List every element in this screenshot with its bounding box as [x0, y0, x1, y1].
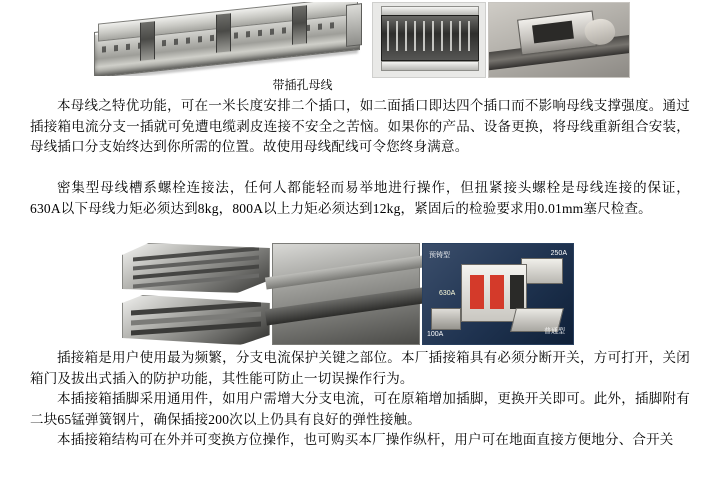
busbar-end-cap — [346, 3, 362, 47]
busbar-section-photo — [372, 2, 486, 78]
busbar-run-upper — [265, 255, 431, 290]
figure-row-middle — [122, 243, 572, 343]
busbar-joint-band — [216, 13, 231, 53]
figure-row-top — [0, 0, 719, 78]
label-general-type: 普通型 — [544, 328, 565, 335]
busbar-stack-lines — [131, 301, 261, 315]
paragraph-3: 插接箱是用户使用最为频繁，分支电流保护关键之部位。本厂插接箱具有必须分断开关，方可打开，关闭箱门及拔出式插入的防护功能，其性能可防止一切误操作行为。 — [30, 350, 690, 386]
montage-busbar-stack-lower — [122, 295, 270, 345]
label-630a: 630A — [439, 290, 456, 297]
montage-plugin-box-panel — [422, 243, 574, 345]
body-text-block-2 — [30, 178, 690, 219]
busbar-joint-band — [292, 5, 307, 45]
busbar-run-lower — [265, 287, 432, 326]
busbar-joint-band — [140, 21, 155, 61]
paragraph-1: 本母线之特优功能，可在一米长度安排二个插口，如二面插口即达四个插口而不影响母线支撑强度。通过插接箱电流分支一插就可免遭电缆剥皮连接不安全之苦恼。如果你的产品、设备更换，将母线重新组合安装，母线插口分支始终达到你所需的位置。故使用母线配线可令您终身满意。 — [30, 98, 690, 154]
plugin-box-switches — [470, 275, 484, 309]
paragraph-4: 本插接箱插脚采用通用件，如用户需增大分支电流，可在原箱增加插脚，更换开关即可。此外，插脚附有二块65锰弹簧钢片，确保插接200次以上仍具有良好的弹性接触。 — [30, 391, 690, 427]
busbar-installation-photo — [488, 2, 630, 78]
body-text-block-1 — [30, 96, 690, 158]
figure-caption-top — [0, 78, 719, 92]
montage-busbar-run-photo — [272, 243, 420, 345]
plugin-box-100a-unit — [431, 308, 461, 330]
label-preset-type: 预铸型 — [429, 252, 450, 259]
montage-busbar-stack-upper — [122, 243, 270, 293]
busbar-stack-lines — [133, 246, 259, 261]
body-text-block-3 — [30, 348, 690, 451]
plugin-box-small-unit — [521, 258, 563, 284]
paragraph-2: 密集型母线槽系螺栓连接法，任何人都能轻而易举地进行操作，但扭紧接头螺栓是母线连接的保证，630A以下母线力矩必须达到8kg，800A以上力矩必须达到12kg，紧固后的检验要求用0.01mm塞尺检查。 — [30, 180, 690, 216]
figure-caption-top-text: 带插孔母线 — [272, 78, 333, 92]
busbar-perforated-photo — [88, 2, 368, 76]
section-bottom-strip — [381, 61, 479, 71]
label-100a: 100A — [427, 331, 444, 338]
label-250a: 250A — [550, 250, 567, 257]
paragraph-5: 本插接箱结构可在外并可变换方位操作，也可购买本厂操作纵杆，用户可在地面直接方便地分、合开关 — [57, 432, 674, 447]
section-conductor-lines — [387, 21, 471, 51]
